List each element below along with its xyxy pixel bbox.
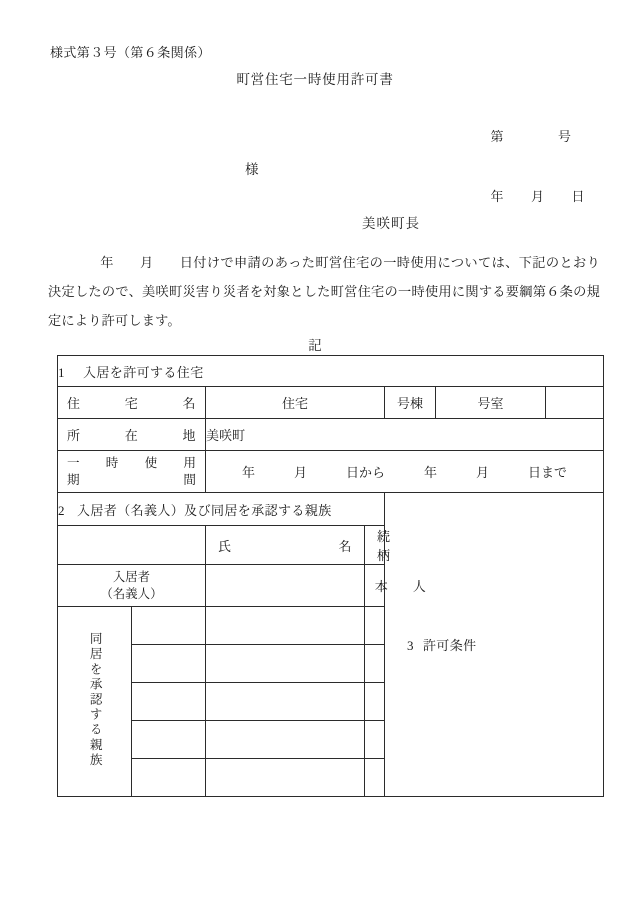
usage-period-value[interactable]: 年 月 日から 年 月 日まで	[206, 451, 604, 493]
family-2-blank	[132, 645, 206, 683]
family-4-name[interactable]	[206, 721, 365, 759]
table-row-usage-period	[58, 451, 604, 493]
section3-label: 許可条件	[422, 638, 477, 653]
usage-period-label-line1: 一 時 使 用	[67, 455, 196, 470]
location-value[interactable]: 美咲町	[206, 419, 604, 451]
section2-heading	[58, 493, 385, 526]
family-4-blank	[132, 721, 206, 759]
family-3-blank	[132, 683, 206, 721]
section2-number: 2	[58, 502, 65, 518]
column-header-blank	[58, 526, 206, 565]
permit-details-table	[57, 355, 604, 797]
section2-label: 入居者（名義人）及び同居を承認する親族	[77, 502, 332, 518]
occupant-name-value[interactable]	[206, 565, 365, 607]
reference-block	[490, 87, 585, 247]
reference-number: 第 号	[490, 129, 572, 144]
section3-number: 3	[407, 638, 414, 653]
table-row-housing-name	[58, 387, 604, 419]
occupant-label	[58, 565, 206, 607]
parking-number-value[interactable]	[546, 387, 604, 419]
section1-label: 入居を許可する住宅	[83, 364, 204, 380]
family-1-name[interactable]	[206, 607, 365, 645]
family-3-name[interactable]	[206, 683, 365, 721]
housing-building-name[interactable]: 住宅	[281, 396, 308, 411]
body-paragraph	[48, 248, 600, 335]
housing-name-label: 住 宅 名	[58, 387, 206, 419]
family-1-blank	[132, 607, 206, 645]
occupant-label-line2: （名義人）	[100, 586, 163, 601]
usage-period-label-line2: 期 間	[67, 472, 196, 487]
family-5-relation[interactable]	[365, 759, 436, 797]
family-3-relation[interactable]	[365, 683, 436, 721]
table-row	[58, 356, 604, 387]
housing-room-number-and-parking	[436, 387, 546, 419]
body-main-text: 日付けで申請のあった町営住宅の一時使用については、下記のとおり決定したので、美咲町災害り災者を対象とした町営住宅の一時使用に関する要綱第６条の規定により許可します。	[48, 255, 600, 328]
ki-marker: 記	[308, 338, 322, 353]
table-row-location	[58, 419, 604, 451]
column-header-relation: 続 柄	[365, 526, 436, 565]
document-title: 町営住宅一時使用許可書	[236, 72, 394, 87]
section1-number: 1	[58, 364, 65, 380]
location-label: 所 在 地	[58, 419, 206, 451]
family-2-name[interactable]	[206, 645, 365, 683]
section1-heading	[58, 356, 604, 387]
body-year-marker: 年	[100, 255, 114, 270]
body-month-marker: 月	[139, 255, 154, 270]
reference-date: 年 月 日	[490, 189, 585, 204]
form-number: 様式第３号（第６条関係）	[50, 45, 211, 60]
usage-period-label	[58, 451, 206, 493]
column-header-name: 氏 名	[206, 526, 365, 565]
family-4-relation[interactable]	[365, 721, 436, 759]
occupant-label-line1: 入居者	[112, 569, 151, 584]
issuer-name: 美咲町長	[362, 216, 420, 231]
housing-room-number[interactable]: 号室	[477, 396, 504, 411]
housing-building-number[interactable]: 号棟	[385, 387, 436, 419]
family-5-blank	[132, 759, 206, 797]
housing-name-value	[206, 387, 385, 419]
family-5-name[interactable]	[206, 759, 365, 797]
occupant-relation-value: 本 人	[365, 565, 436, 607]
family-vertical-label: 同居を承認する親族	[58, 607, 132, 797]
table-row-section-headings	[58, 493, 604, 526]
addressee-honorific: 様	[245, 162, 259, 177]
